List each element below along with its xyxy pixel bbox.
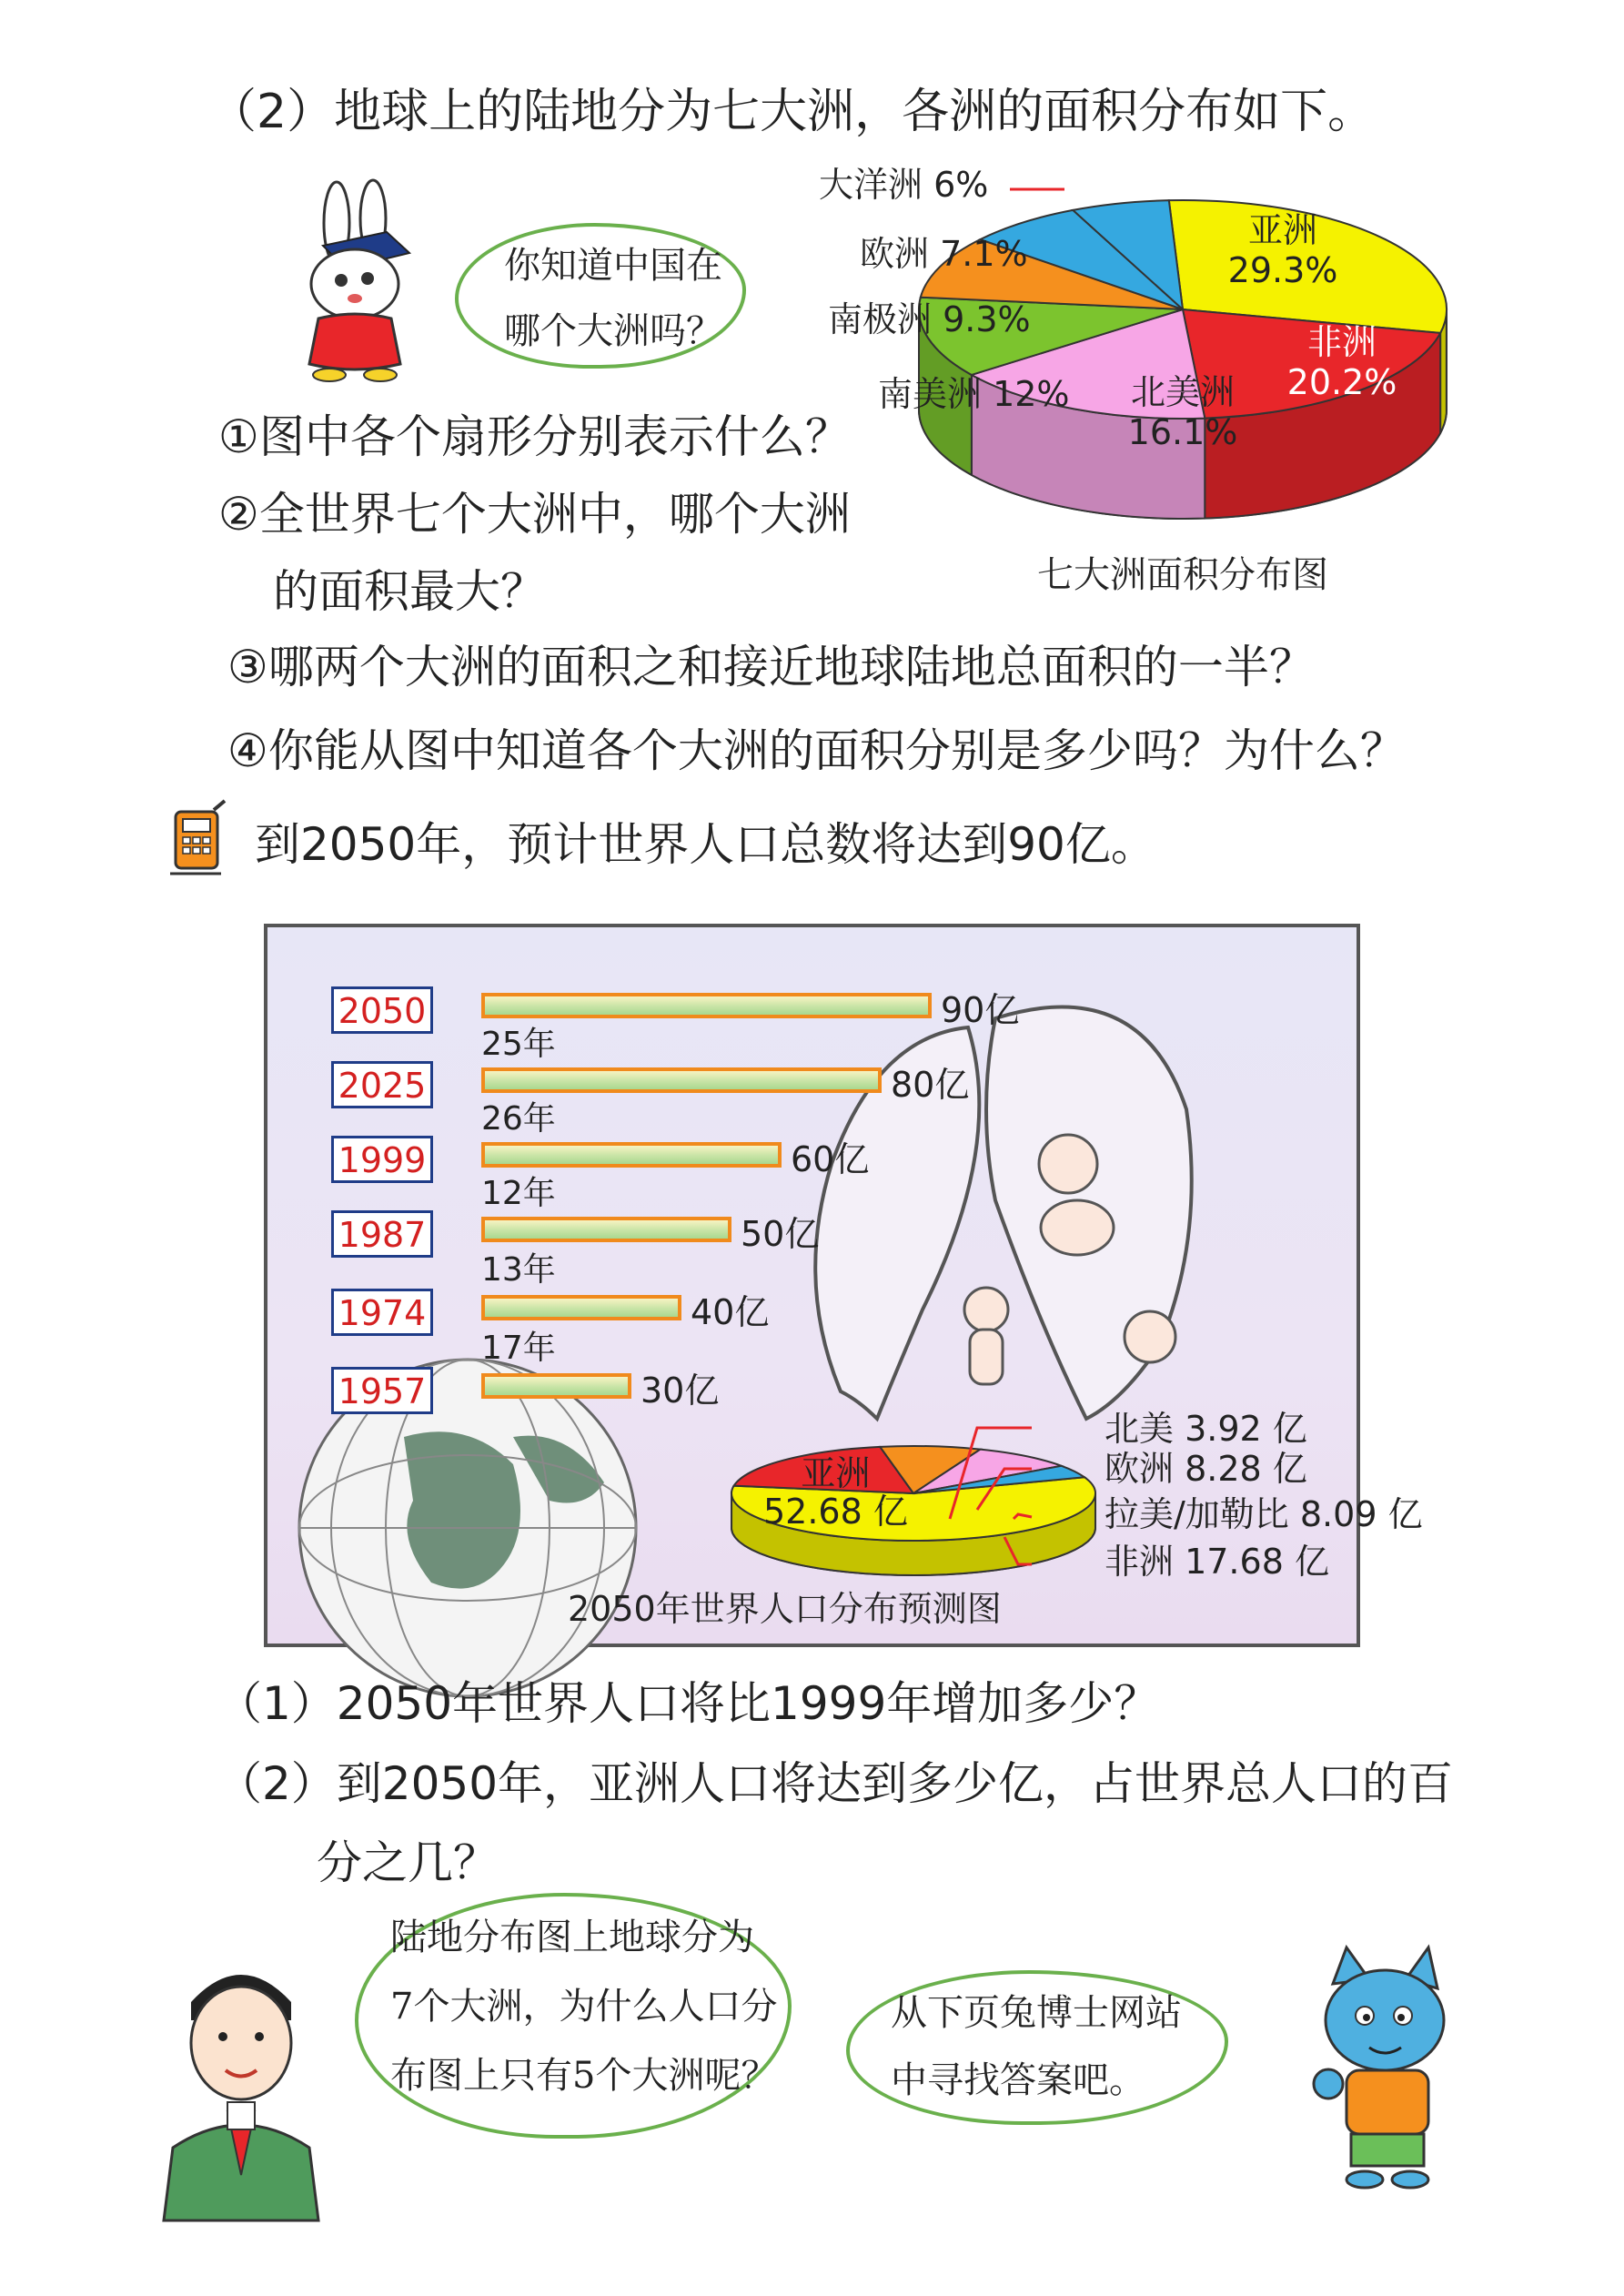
- year-card-1999: 1999: [331, 1136, 433, 1183]
- boy-speech-bubble: [355, 1893, 792, 2139]
- year-card-2050: 2050: [331, 986, 433, 1034]
- north-america-name: 北美洲: [1130, 372, 1235, 412]
- question-4: ④你能从图中知道各个大洲的面积分别是多少吗？为什么？: [227, 724, 1406, 777]
- year-card-1957: 1957: [331, 1367, 433, 1414]
- population-intro: 到2050年，预计世界人口总数将达到90亿。: [255, 818, 1156, 871]
- gap-label-3: 12年: [481, 1175, 556, 1212]
- population-question-2-line-1: （2）到2050年，亚洲人口将达到多少亿，占世界总人口的百: [217, 1757, 1454, 1810]
- bar-2025: [481, 1067, 882, 1093]
- pie-label-north-america: [1115, 373, 1251, 452]
- pop-pie-label-africa: 非洲 17.68 亿: [1105, 1542, 1329, 1582]
- bar-value-1957: 30亿: [641, 1371, 720, 1411]
- population-question-2-line-2: 分之几？: [317, 1836, 499, 1889]
- pop-pie-label-latin-america: 拉美/加勒比 8.09 亿: [1105, 1494, 1423, 1534]
- asia-pct: 29.3%: [1227, 249, 1338, 290]
- bar-1957: [481, 1373, 631, 1399]
- question-2-line-1: ②全世界七个大洲中，哪个大洲: [218, 488, 851, 541]
- pop-pie-label-asia: [763, 1455, 908, 1532]
- gap-label-5: 17年: [481, 1330, 556, 1367]
- oceania-leader-line: [1010, 182, 1101, 209]
- population-question-1: （1）2050年世界人口将比1999年增加多少？: [217, 1677, 1160, 1730]
- cat-bubble-line-2: 中寻找答案吧。: [891, 2059, 1145, 2101]
- boy-mascot-icon: [155, 1938, 328, 2220]
- bar-2050: [481, 993, 932, 1018]
- calculator-icon: [168, 801, 232, 878]
- rabbit-mascot-icon: [273, 182, 437, 382]
- question-2-line-2: 的面积最大？: [273, 565, 546, 618]
- gap-label-2: 26年: [481, 1100, 556, 1138]
- gap-label-4: 13年: [481, 1251, 556, 1289]
- pie-label-south-america: 南美洲 12%: [878, 374, 1070, 414]
- bubble-line-1: 你知道中国在: [504, 245, 722, 287]
- pie-label-antarctica: 南极洲 9.3%: [828, 299, 1031, 339]
- question-3: ③哪两个大洲的面积之和接近地球陆地总面积的一半？: [227, 641, 1315, 693]
- section-heading: （2）地球上的陆地分为七大洲，各洲的面积分布如下。: [209, 85, 1376, 139]
- pop-pie-leader-lines: [941, 1382, 1059, 1583]
- year-card-2025: 2025: [331, 1061, 433, 1108]
- population-chart-panel: [264, 924, 1423, 1647]
- pop-pie-label-north-america: 北美 3.92 亿: [1105, 1409, 1307, 1449]
- pie-label-asia: [1210, 211, 1356, 290]
- gap-label-1: 25年: [481, 1026, 556, 1063]
- boy-bubble-line-2: 7个大洲，为什么人口分: [390, 1986, 778, 2028]
- question-1: ①图中各个扇形分别表示什么？: [218, 410, 851, 463]
- asia-pop-value: 52.68 亿: [763, 1491, 908, 1532]
- pie-label-africa: [1274, 323, 1410, 402]
- pie-label-europe: 欧洲 7.1%: [860, 234, 1028, 274]
- cat-speech-bubble: [846, 1970, 1228, 2125]
- year-card-1974: 1974: [331, 1289, 433, 1336]
- bar-value-1999: 60亿: [791, 1139, 870, 1179]
- year-card-1987: 1987: [331, 1210, 433, 1258]
- pop-pie-label-europe: 欧洲 8.28 亿: [1105, 1449, 1307, 1489]
- cat-bubble-line-1: 从下页兔博士网站: [891, 1992, 1182, 2034]
- bar-value-1987: 50亿: [741, 1214, 820, 1254]
- pie-label-oceania: 大洋洲 6%: [819, 165, 989, 205]
- pie-caption: 七大洲面积分布图: [1037, 554, 1328, 596]
- bar-1974: [481, 1295, 681, 1320]
- cat-mascot-icon: [1292, 1947, 1474, 2193]
- asia-pop-name: 亚洲: [801, 1453, 871, 1493]
- boy-bubble-line-1: 陆地分布图上地球分为: [390, 1917, 754, 1958]
- boy-bubble-line-3: 布图上只有5个大洲呢？: [390, 2055, 778, 2097]
- bar-value-2050: 90亿: [941, 990, 1020, 1030]
- africa-pct: 20.2%: [1286, 361, 1397, 402]
- north-america-pct: 16.1%: [1127, 411, 1238, 452]
- africa-name: 非洲: [1306, 322, 1377, 362]
- bar-1999: [481, 1142, 782, 1168]
- population-chart-caption: 2050年世界人口分布预测图: [568, 1589, 1002, 1629]
- rabbit-speech-bubble: [455, 223, 746, 369]
- bar-1987: [481, 1217, 731, 1242]
- bubble-line-2: 哪个大洲吗？: [504, 310, 722, 352]
- asia-name: 亚洲: [1247, 210, 1317, 250]
- bar-value-1974: 40亿: [691, 1292, 770, 1332]
- bar-value-2025: 80亿: [891, 1065, 970, 1105]
